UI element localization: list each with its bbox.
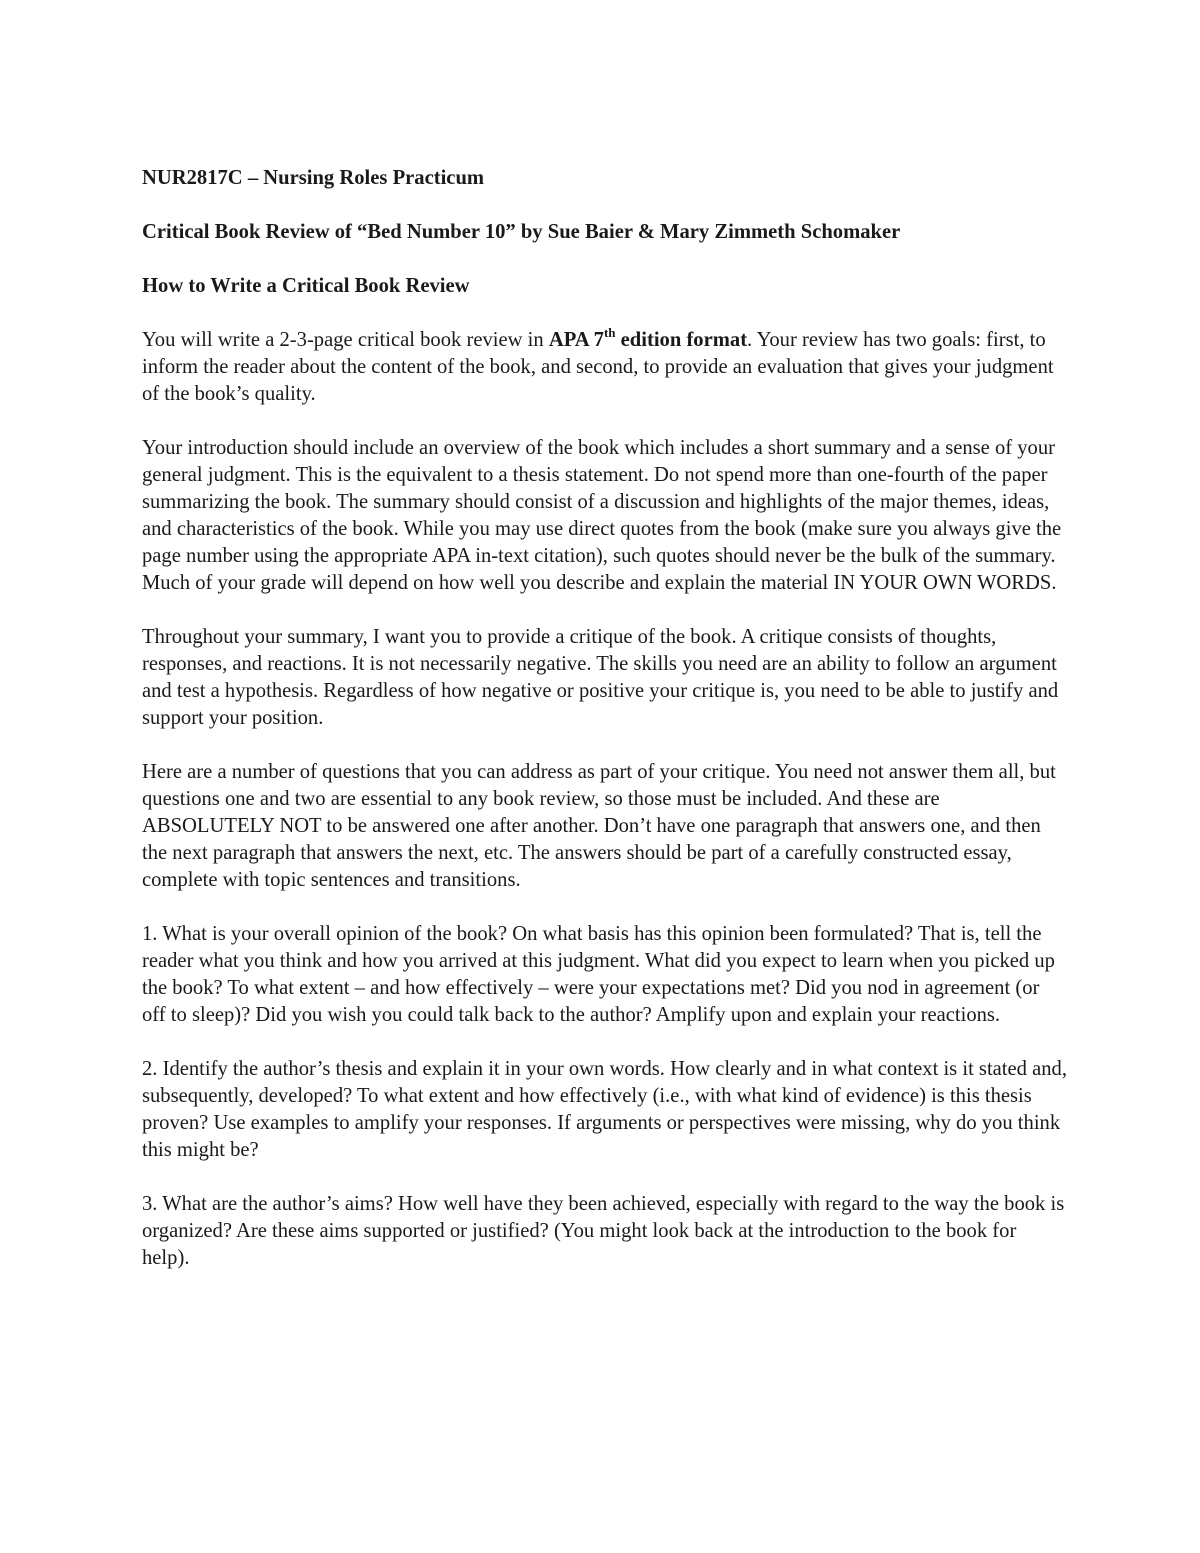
intro-text-end: . Your review has two goals: first, to inform the reader about the content of the book, and second, to provide an evaluation that gives your judgment of the book’s quality. — [142, 329, 1054, 405]
edition-superscript: th — [603, 325, 616, 341]
edition-format-label: edition format — [615, 329, 748, 351]
apa-label: APA 7 — [548, 329, 604, 351]
section-heading: How to Write a Critical Book Review — [142, 275, 470, 297]
assignment-title: Critical Book Review of “Bed Number 10” by Sue Baier & Mary Zimmeth Schomaker — [142, 221, 901, 243]
document-body — [142, 165, 1067, 1299]
intro-text-start: You will write a 2-3-page critical book review in — [142, 329, 549, 351]
intro-paragraph — [142, 327, 1067, 408]
paragraph-questions-guidance: Here are a number of questions that you can address as part of your critique. You need not answer them all, but questions one and two are essential to any book review, so those must be included. And these are ABSOLUTELY NOT to be answered one after another. Don’t have one paragraph that answers one, and then the next paragraph that answers the next, etc. The answers should be part of a carefully constructed essay, complete with topic sentences and transitions. — [142, 761, 1056, 891]
apa-format-bold — [548, 325, 748, 351]
question-1: 1. What is your overall opinion of the book? On what basis has this opinion been formulated? That is, tell the reader what you think and how you arrived at this judgment. What did you expect to learn when you picked up the book? To what extent – and how effectively – were your expectations met? Did you nod in agreement (or off to sleep)? Did you wish you could talk back to the author? Amplify upon and explain your reactions. — [142, 923, 1055, 1026]
question-2: 2. Identify the author’s thesis and explain it in your own words. How clearly and in what context is it stated and, subsequently, developed? To what extent and how effectively (i.e., with what kind of evidence) is this thesis proven? Use examples to amplify your responses. If arguments or perspectives were missing, why do you think this might be? — [142, 1058, 1067, 1161]
question-3: 3. What are the author’s aims? How well have they been achieved, especially with regard to the way the book is organized? Are these aims supported or justified? (You might look back at the introduction to the book for help). — [142, 1193, 1065, 1269]
paragraph-critique-guidance: Throughout your summary, I want you to provide a critique of the book. A critique consists of thoughts, responses, and reactions. It is not necessarily negative. The skills you need are an ability to follow an argument and test a hypothesis. Regardless of how negative or positive your critique is, you need to be able to justify and support your position. — [142, 626, 1059, 729]
paragraph-introduction-guidance: Your introduction should include an overview of the book which includes a short summary and a sense of your general judgment. This is the equivalent to a thesis statement. Do not spend more than one-fourth of the paper summarizing the book. The summary should consist of a discussion and highlights of the major themes, ideas, and characteristics of the book. While you may use direct quotes from the book (make sure you always give the page number using the appropriate APA in-text citation), such quotes should never be the bulk of the summary. Much of your grade will depend on how well you describe and explain the material IN YOUR OWN WORDS. — [142, 437, 1062, 594]
course-title: NUR2817C – Nursing Roles Practicum — [142, 167, 485, 189]
